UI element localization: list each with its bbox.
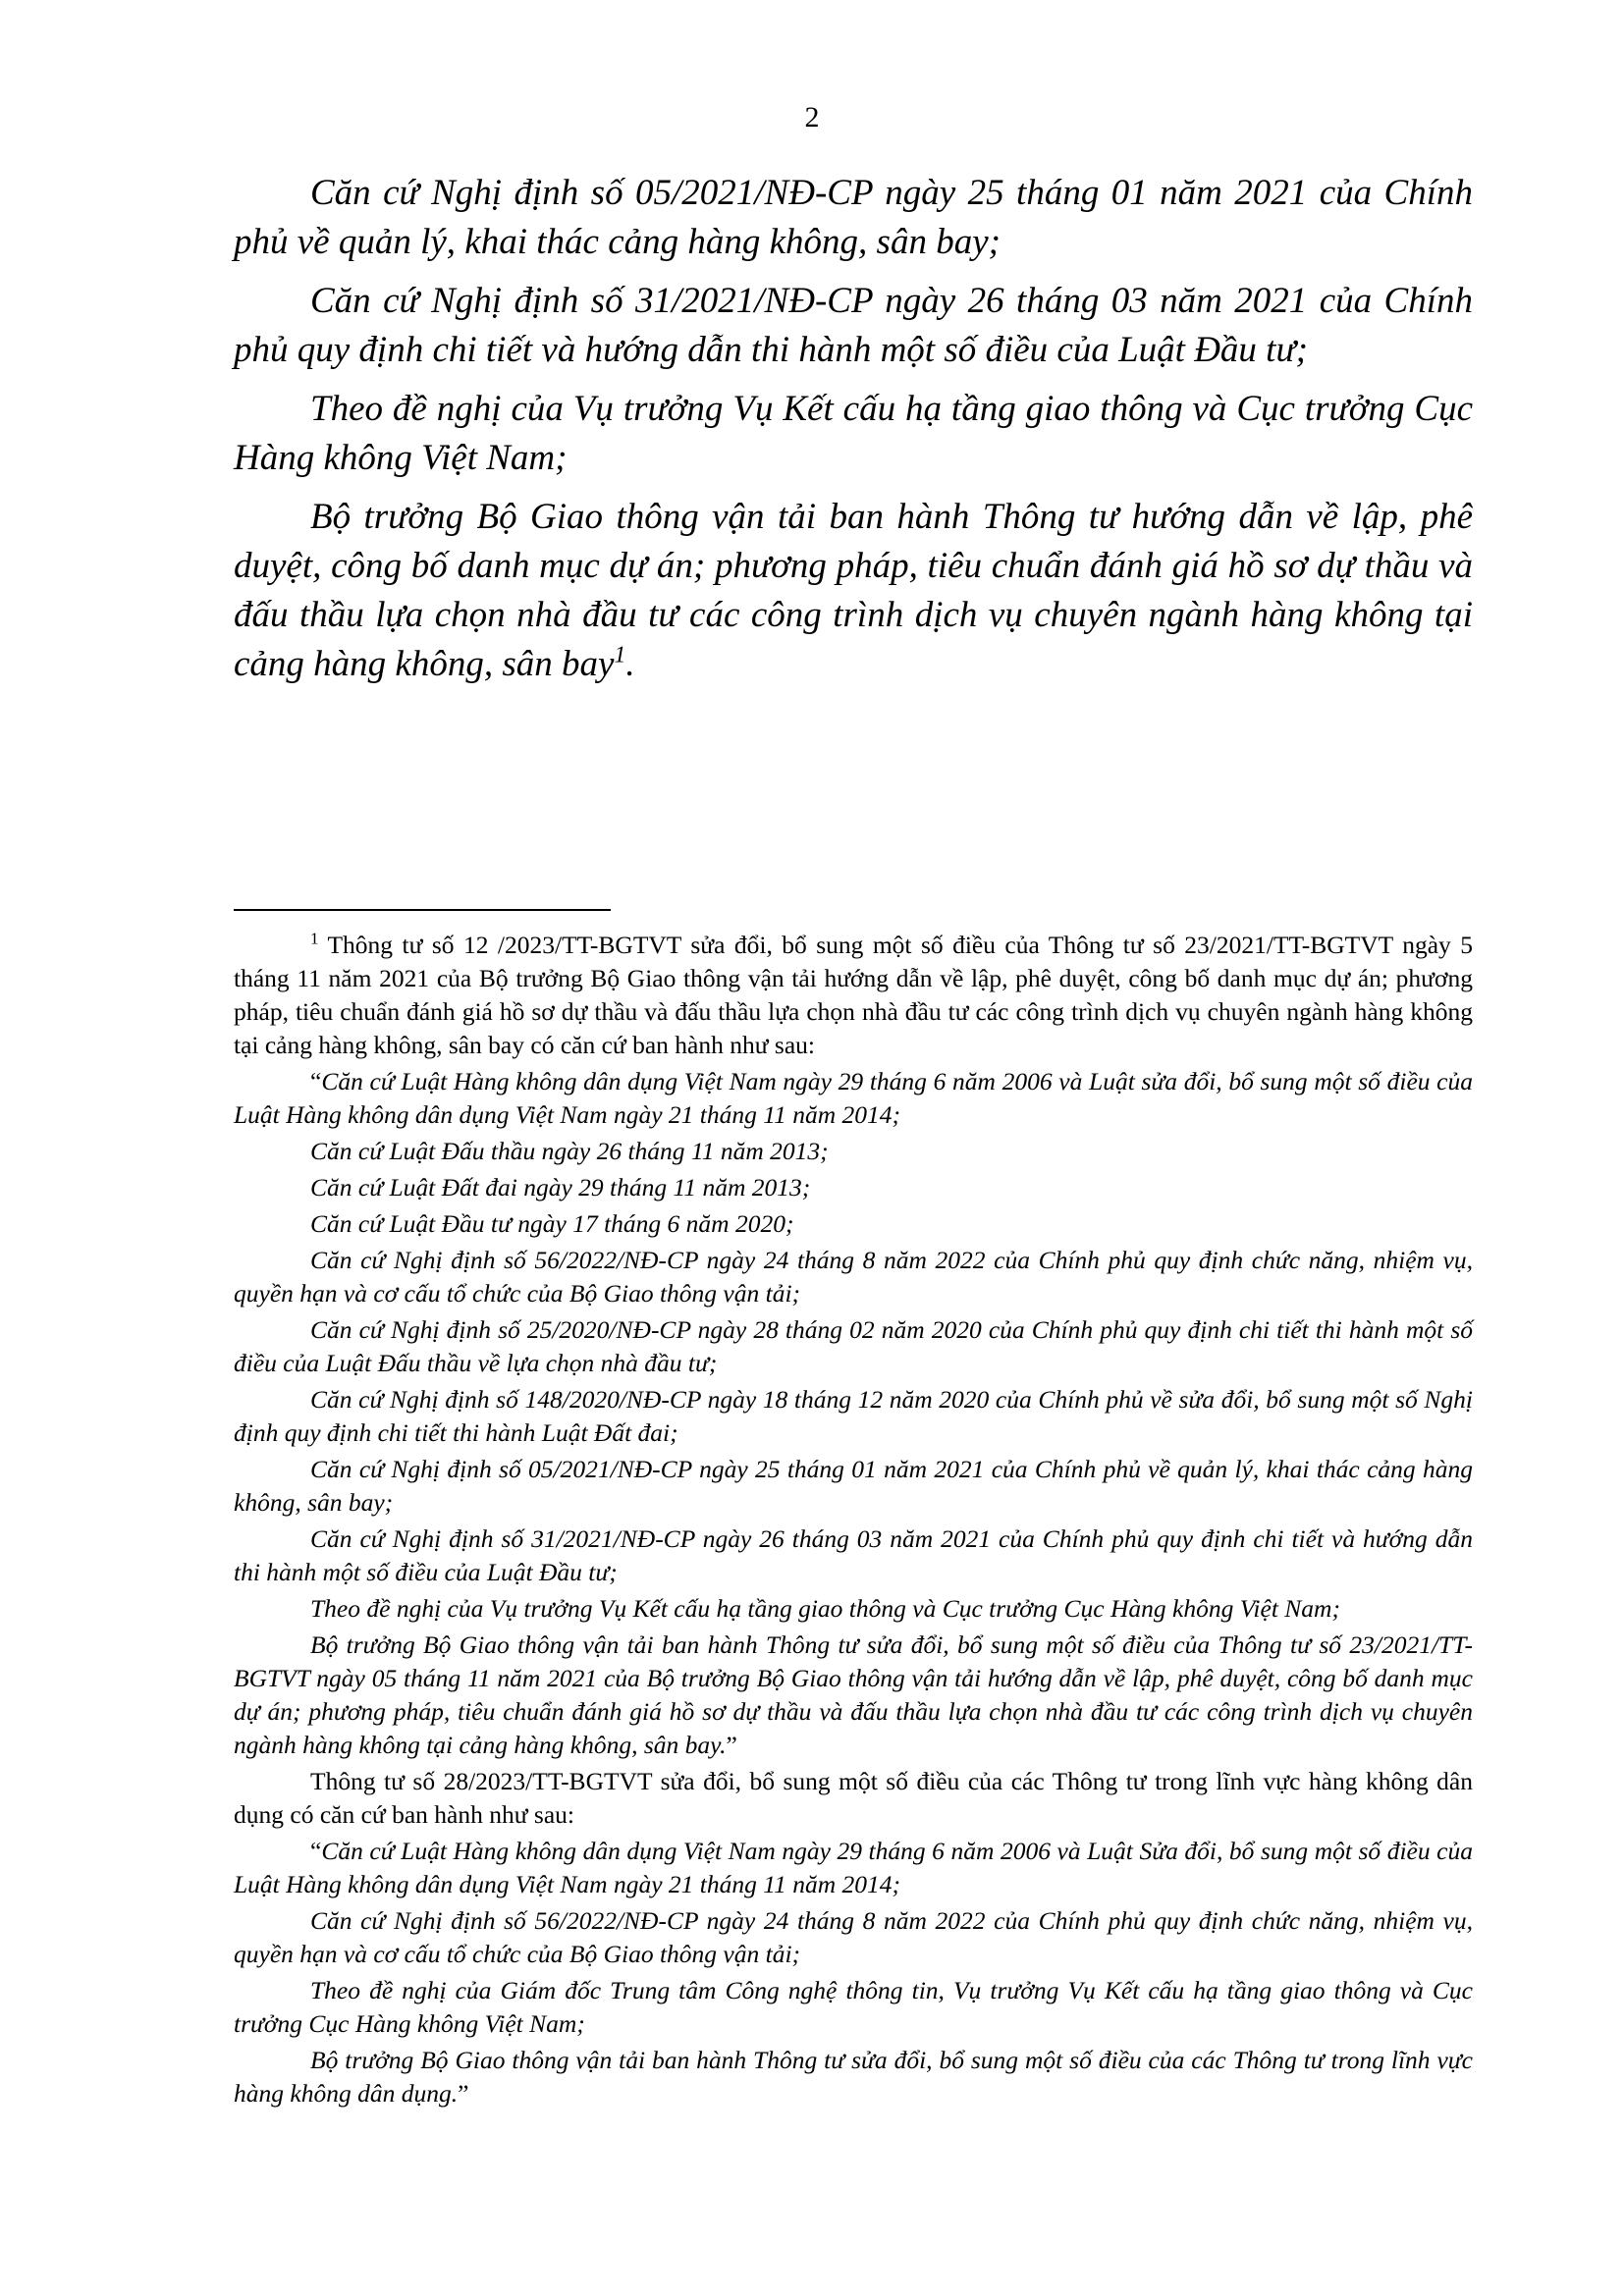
main-paragraph: Căn cứ Nghị định số 05/2021/NĐ-CP ngày 25 tháng 01 năm 2021 của Chính phủ về quản lý, khai thác cảng hàng không, sân bay; <box>234 173 1473 262</box>
footnote-quote-paragraph: Căn cứ Nghị định số 25/2020/NĐ-CP ngày 28 tháng 02 năm 2020 của Chính phủ quy định chi tiết thi hành một số điều của Luật Đấu thầu về lựa chọn nhà đầu tư; <box>234 1315 1473 1377</box>
footnote-quote-paragraph: Căn cứ Nghị định số 31/2021/NĐ-CP ngày 26 tháng 03 năm 2021 của Chính phủ quy định chi tiết và hướng dẫn thi hành một số điều của Luật Đầu tư; <box>234 1524 1473 1586</box>
footnote-quote-paragraph: Căn cứ Luật Đầu tư ngày 17 tháng 6 năm 2020; <box>310 1209 794 1238</box>
footnote-quote-paragraph <box>234 1835 1473 1901</box>
main-paragraph: Căn cứ Nghị định số 31/2021/NĐ-CP ngày 26 tháng 03 năm 2021 của Chính phủ quy định chi tiết và hướng dẫn thi hành một số điều của Luật Đầu tư; <box>234 281 1473 370</box>
footnote-quote-text: Căn cứ Luật Hàng không dân dụng Việt Nam ngày 29 tháng 6 năm 2006 và Luật Sửa đổi, bổ sung một số điều của Luật Hàng không dân dụng Việt Nam ngày 21 tháng 11 năm 2014; <box>234 1837 1473 1898</box>
footnote-marker: 1 <box>310 929 319 948</box>
close-quote: ” <box>458 2079 469 2108</box>
main-paragraph: Theo đề nghị của Vụ trưởng Vụ Kết cấu hạ tầng giao thông và Cục trưởng Cục Hàng không Việt Nam; <box>234 389 1473 478</box>
footnote-intro-text: Thông tư số 12 /2023/TT-BGTVT sửa đổi, bổ sung một số điều của Thông tư số 23/2021/TT-BGTVT ngày 5 tháng 11 năm 2021 của Bộ trưởng Bộ Giao thông vận tải hướng dẫn về lập, phê duyệt, công bố danh mục dự án; phương pháp, tiêu chuẩn đánh giá hồ sơ dự thầu và đấu thầu lựa chọn nhà đầu tư các công trình dịch vụ chuyên ngành hàng không tại cảng hàng không, sân bay có căn cứ ban hành như sau: <box>234 931 1473 1059</box>
footnote-quote-paragraph: Theo đề nghị của Vụ trưởng Vụ Kết cấu hạ tầng giao thông và Cục trưởng Cục Hàng không Việt Nam; <box>310 1594 1340 1623</box>
main-body <box>234 169 1473 699</box>
footnote-quote-paragraph: Căn cứ Luật Đất đai ngày 29 tháng 11 năm 2013; <box>310 1173 811 1201</box>
enactment-text: Bộ trưởng Bộ Giao thông vận tải ban hành Thông tư hướng dẫn về lập, phê duyệt, công bố danh mục dự án; phương pháp, tiêu chuẩn đánh giá hồ sơ dự thầu và đấu thầu lựa chọn nhà đầu tư các công trình dịch vụ chuyên ngành hàng không tại cảng hàng không, sân bay <box>234 497 1473 684</box>
footnote-quote-text: Bộ trưởng Bộ Giao thông vận tải ban hành Thông tư sửa đổi, bổ sung một số điều của Thông tư số 23/2021/TT-BGTVT ngày 05 tháng 11 năm 2021 của Bộ trưởng Bộ Giao thông vận tải hướng dẫn về lập, phê duyệt, công bố danh mục dự án; phương pháp, tiêu chuẩn đánh giá hồ sơ dự thầu và đấu thầu lựa chọn nhà đầu tư các công trình dịch vụ chuyên ngành hàng không tại cảng hàng không, sân bay. <box>234 1630 1473 1759</box>
footnote-quote-text: Bộ trưởng Bộ Giao thông vận tải ban hành Thông tư sửa đổi, bổ sung một số điều của các Thông tư trong lĩnh vực hàng không dân dụng. <box>234 2046 1473 2108</box>
footnote-block <box>234 929 1473 2113</box>
footnote-quote-paragraph: Căn cứ Nghị định số 56/2022/NĐ-CP ngày 24 tháng 8 năm 2022 của Chính phủ quy định chức năng, nhiệm vụ, quyền hạn và cơ cấu tổ chức của Bộ Giao thông vận tải; <box>234 1906 1473 1968</box>
footnote-intro <box>234 929 1473 1062</box>
footnote-intro: Thông tư số 28/2023/TT-BGTVT sửa đổi, bổ sung một số điều của các Thông tư trong lĩnh vực hàng không dân dụng có căn cứ ban hành như sau: <box>234 1767 1473 1829</box>
footnote-quote-paragraph <box>234 1065 1473 1132</box>
main-paragraph-enactment <box>234 493 1473 689</box>
footnote-quote-paragraph: Căn cứ Nghị định số 05/2021/NĐ-CP ngày 25 tháng 01 năm 2021 của Chính phủ về quản lý, khai thác cảng hàng không, sân bay; <box>234 1455 1473 1517</box>
footnote-quote-paragraph: Căn cứ Nghị định số 56/2022/NĐ-CP ngày 24 tháng 8 năm 2022 của Chính phủ quy định chức năng, nhiệm vụ, quyền hạn và cơ cấu tổ chức của Bộ Giao thông vận tải; <box>234 1246 1473 1308</box>
footnote-quote-paragraph <box>234 1629 1473 1762</box>
footnote-quote-paragraph: Theo đề nghị của Giám đốc Trung tâm Công nghệ thông tin, Vụ trưởng Vụ Kết cấu hạ tầng giao thông và Cục trưởng Cục Hàng không Việt Nam; <box>234 1976 1473 2038</box>
open-quote: “ <box>310 1067 322 1095</box>
open-quote: “ <box>310 1837 322 1865</box>
footnote-separator <box>234 909 611 911</box>
page-number: 2 <box>804 101 820 133</box>
close-quote: ” <box>726 1731 737 1759</box>
footnote-quote-paragraph <box>234 2044 1473 2110</box>
footnote-reference[interactable]: 1 <box>614 642 626 668</box>
footnote-quote-text: Căn cứ Luật Hàng không dân dụng Việt Nam ngày 29 tháng 6 năm 2006 và Luật sửa đổi, bổ sung một số điều của Luật Hàng không dân dụng Việt Nam ngày 21 tháng 11 năm 2014; <box>234 1067 1473 1129</box>
enactment-end: . <box>625 644 635 684</box>
footnote-quote-paragraph: Căn cứ Nghị định số 148/2020/NĐ-CP ngày 18 tháng 12 năm 2020 của Chính phủ về sửa đổi, bổ sung một số Nghị định quy định chi tiết thi hành Luật Đất đai; <box>234 1385 1473 1447</box>
footnote-quote-paragraph: Căn cứ Luật Đấu thầu ngày 26 tháng 11 năm 2013; <box>310 1137 829 1165</box>
